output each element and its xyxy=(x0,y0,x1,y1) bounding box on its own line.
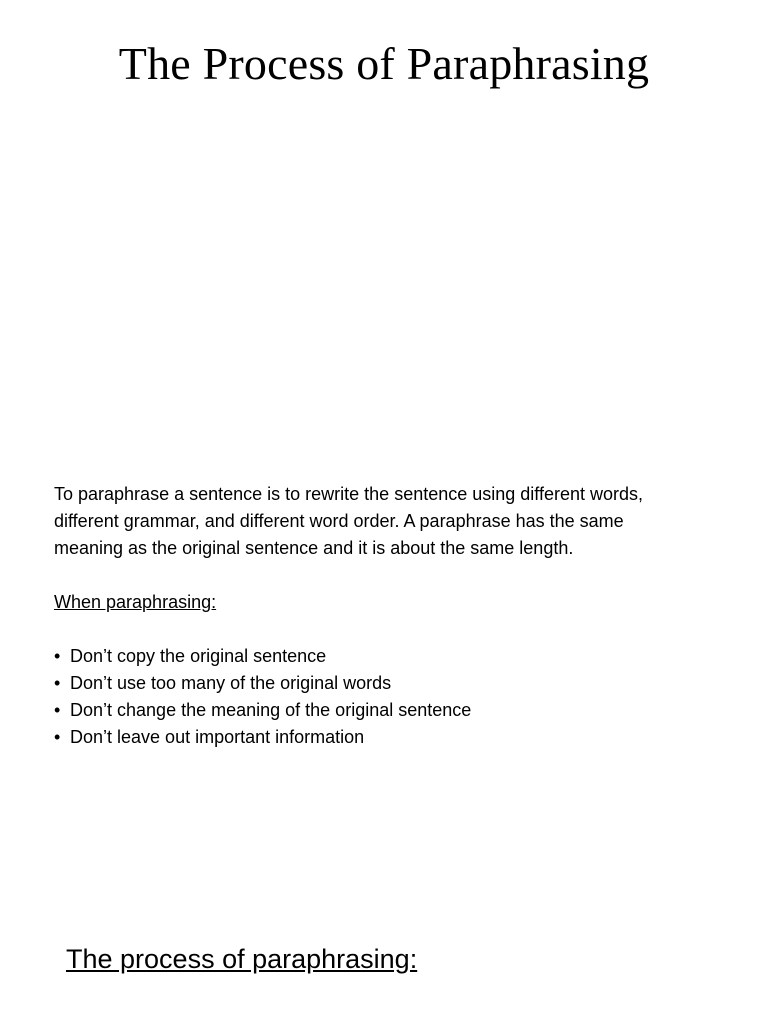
list-item-text: Don’t copy the original sentence xyxy=(70,646,327,666)
list-item-text: Don’t leave out important information xyxy=(70,727,365,747)
list-item-text: Don’t use too many of the original words xyxy=(70,673,392,693)
list-item xyxy=(54,670,694,697)
list-item-text: Don’t change the meaning of the original sentence xyxy=(70,700,472,720)
rules-list xyxy=(54,643,694,751)
bullet-icon: • xyxy=(54,646,61,666)
list-item xyxy=(54,697,694,724)
bullet-icon: • xyxy=(54,673,61,693)
intro-paragraph: To paraphrase a sentence is to rewrite the sentence using different words, different grammar, and different word order. A paraphrase has the same meaning as the original sentence and it is about the same length. xyxy=(54,484,644,558)
page-title: The Process of Paraphrasing xyxy=(118,38,650,89)
body-text xyxy=(54,481,694,751)
bullet-icon: • xyxy=(54,700,61,720)
bullet-icon: • xyxy=(54,727,61,747)
section-heading: The process of paraphrasing: xyxy=(66,944,418,974)
list-item xyxy=(54,724,694,751)
list-item xyxy=(54,643,694,670)
when-paraphrasing-heading: When paraphrasing: xyxy=(54,592,217,612)
